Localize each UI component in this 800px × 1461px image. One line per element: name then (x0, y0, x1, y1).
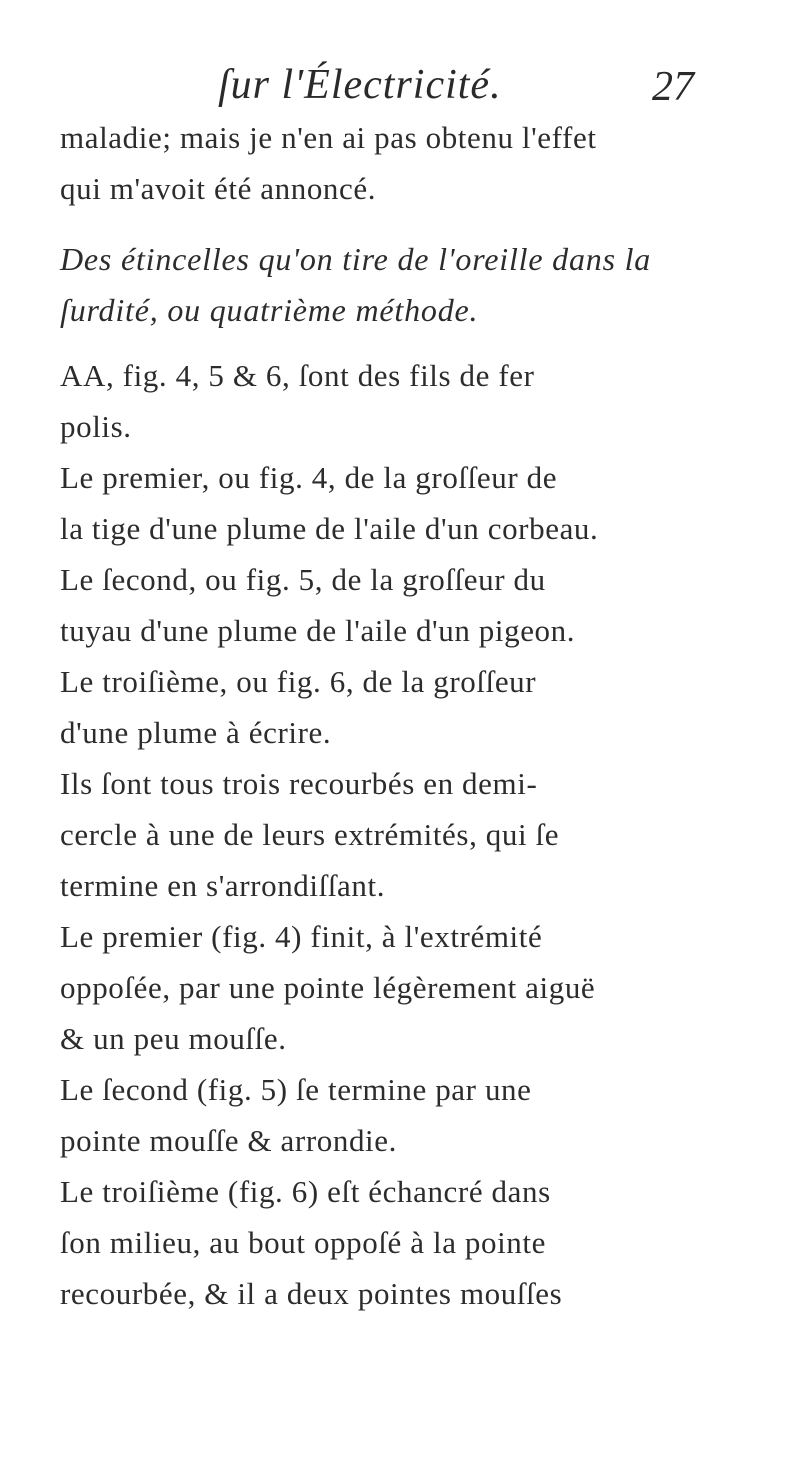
running-title: ſur l'Électricité. (218, 62, 502, 108)
text-line: Le ſecond (fig. 5) ſe termine par une (60, 1072, 532, 1107)
spacer (60, 336, 750, 350)
text-line: Le troiſième, ou fig. 6, de la groſſeur (60, 664, 537, 699)
text-line: la tige d'une plume de l'aile d'un corbeau. (60, 511, 599, 546)
text-line: polis. (60, 409, 132, 444)
text-line: Ils ſont tous trois recourbés en demi- (60, 766, 538, 801)
text-line: pointe mouſſe & arrondie. (60, 1123, 397, 1158)
text-line: qui m'avoit été annoncé. (60, 171, 377, 206)
body-text (60, 112, 750, 1319)
text-line: tuyau d'une plume de l'aile d'un pigeon. (60, 613, 576, 648)
text-line: Le troiſième (fig. 6) eſt échancré dans (60, 1174, 551, 1209)
text-line: ſon milieu, au bout oppoſé à la pointe (60, 1225, 546, 1260)
text-line: Le ſecond, ou fig. 5, de la groſſeur du (60, 562, 546, 597)
text-line: oppoſée, par une pointe légèrement aiguë (60, 970, 596, 1005)
text-line: recourbée, & il a deux pointes mouſſes (60, 1276, 563, 1311)
text-line: AA, fig. 4, 5 & 6, ſont des fils de fer (60, 358, 535, 393)
text-line: maladie; mais je n'en ai pas obtenu l'effet (60, 120, 597, 155)
section-heading: Des étincelles qu'on tire de l'oreille dans la (60, 241, 652, 277)
page-number: 27 (652, 64, 694, 110)
section-heading: ſurdité, ou quatrième méthode. (60, 292, 479, 328)
page-header (0, 60, 800, 110)
spacer (60, 214, 750, 234)
text-line: & un peu mouſſe. (60, 1021, 287, 1056)
text-line: cercle à une de leurs extrémités, qui ſe (60, 817, 560, 852)
text-line: Le premier, ou fig. 4, de la groſſeur de (60, 460, 558, 495)
text-line: termine en s'arrondiſſant. (60, 868, 386, 903)
text-line: d'une plume à écrire. (60, 715, 332, 750)
text-line: Le premier (fig. 4) finit, à l'extrémité (60, 919, 543, 954)
